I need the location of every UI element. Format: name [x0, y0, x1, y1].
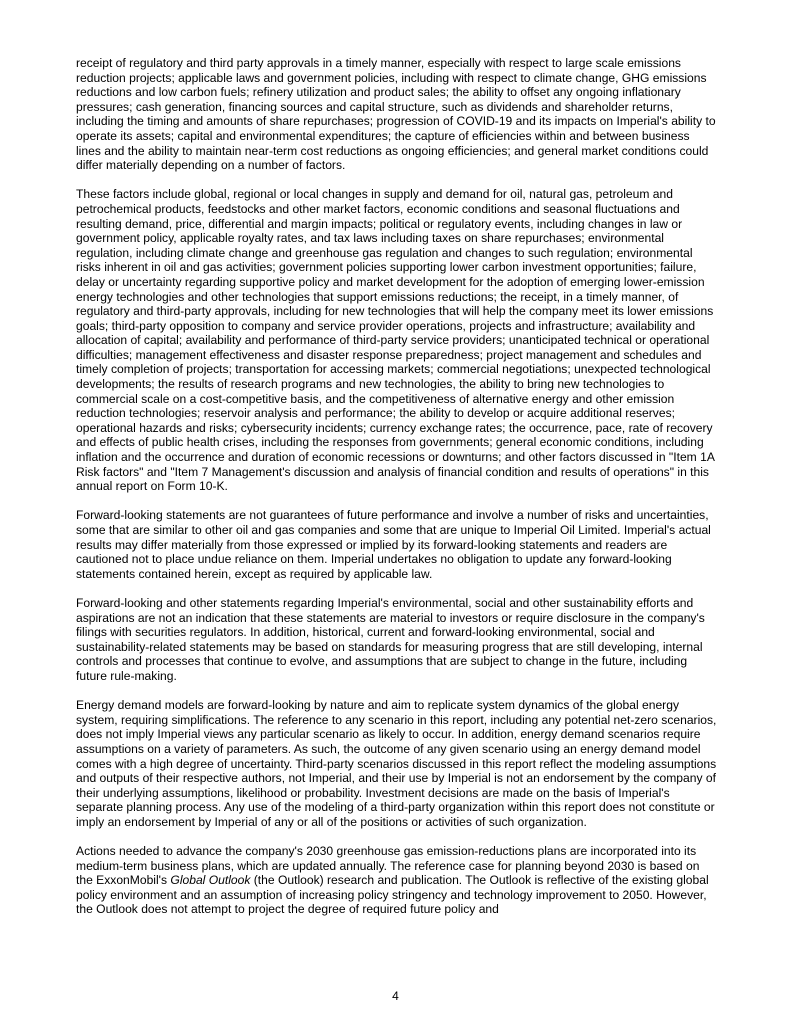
page-number: 4: [392, 989, 399, 1003]
paragraph-2: These factors include global, regional or local changes in supply and demand for oil, natural gas, petroleum and petrochemical products, feedstocks and other market factors, economic conditions and seasonal fluctuations and resulting demand, price, differential and margin impacts; political or regulatory events, including changes in law or government policy, applicable royalty rates, and tax laws including taxes on share repurchases; environmental regulation, including climate change and greenhouse gas regulation and changes to such regulation; environmental risks inherent in oil and gas activities; government policies supporting lower carbon investment opportunities; failure, delay or uncertainty regarding supportive policy and market development for the adoption of emerging lower-emission energy technologies and other technologies that support emissions reductions; the receipt, in a timely manner, of regulatory and third-party approvals, including for new technologies that will help the company meet its lower emissions goals; third-party opposition to company and service provider operations, projects and infrastructure; availability and allocation of capital; availability and performance of third-party service providers; unanticipated technical or operational difficulties; management effectiveness and disaster response preparedness; project management and schedules and timely completion of projects; transportation for accessing markets; commercial negotiations; unexpected technological developments; the results of research programs and new technologies, the ability to bring new technologies to commercial scale on a cost-competitive basis, and the competitiveness of alternative energy and other emission reduction technologies; reservoir analysis and performance; the ability to develop or acquire additional reserves; operational hazards and risks; cybersecurity incidents; currency exchange rates; the occurrence, pace, rate of recovery and effects of public health crises, including the responses from governments; general economic conditions, including inflation and the occurrence and duration of economic recessions or downturns; and other factors discussed in "Item 1A Risk factors" and "Item 7 Management's discussion and analysis of financial condition and results of operations" in this annual report on Form 10-K.: [76, 187, 715, 494]
paragraph-6-start: Actions needed to advance the company's 2030 greenhouse gas emission-reductions plans are incorporated into its medium-term business plans, which are updated annually. The reference case for planning beyond 2030 is based on the ExxonMobil's: [76, 844, 700, 888]
paragraph-6: [76, 844, 717, 917]
paragraph-6-end: (the Outlook) research and publication. The Outlook is reflective of the existing global policy environment and an assumption of increasing policy stringency and technology improvement to 2050. However, the Outlook does not attempt to project the degree of required future policy and: [76, 873, 709, 917]
publication-title: Global Outlook: [170, 873, 251, 888]
paragraph-5: Energy demand models are forward-looking by nature and aim to replicate system dynamics of the global energy system, requiring simplifications. The reference to any scenario in this report, including any potential net-zero scenarios, does not imply Imperial views any particular scenario as likely to occur. In addition, energy demand scenarios require assumptions on a variety of parameters. As such, the outcome of any given scenario using an energy demand model comes with a high degree of uncertainty. Third-party scenarios discussed in this report reflect the modeling assumptions and outputs of their respective authors, not Imperial, and their use by Imperial is not an endorsement by the company of their underlying assumptions, likelihood or probability. Investment decisions are made on the basis of Imperial's separate planning process. Any use of the modeling of a third-party organization within this report does not constitute or imply an endorsement by Imperial of any or all of the positions or activities of such organization.: [76, 698, 717, 829]
paragraph-3: Forward-looking statements are not guarantees of future performance and involve a number of risks and uncertainties, some that are similar to other oil and gas companies and some that are unique to Imperial Oil Limited. Imperial's actual results may differ materially from those expressed or implied by its forward-looking statements and readers are cautioned not to place undue reliance on them. Imperial undertakes no obligation to update any forward-looking statements contained herein, except as required by applicable law.: [76, 508, 711, 581]
paragraph-4: Forward-looking and other statements regarding Imperial's environmental, social and other sustainability efforts and aspirations are not an indication that these statements are material to investors or require disclosure in the company's filings with securities regulators. In addition, historical, current and forward-looking environmental, social and sustainability-related statements may be based on standards for measuring progress that are still developing, internal controls and processes that continue to evolve, and assumptions that are subject to change in the future, including future rule-making.: [76, 595, 705, 683]
document-body: [76, 56, 717, 932]
paragraph-1: receipt of regulatory and third party approvals in a timely manner, especially with respect to large scale emissions reduction projects; applicable laws and government policies, including with respect to climate change, GHG emissions reductions and low carbon fuels; refinery utilization and product sales; the ability to offset any ongoing inflationary pressures; cash generation, financing sources and capital structure, such as dividends and shareholder returns, including the timing and amounts of share repurchases; progression of COVID-19 and its impacts on Imperial's ability to operate its assets; capital and environmental expenditures; the capture of efficiencies within and between business lines and the ability to maintain near-term cost reductions as ongoing efficiencies; and general market conditions could differ materially depending on a number of factors.: [76, 56, 716, 173]
